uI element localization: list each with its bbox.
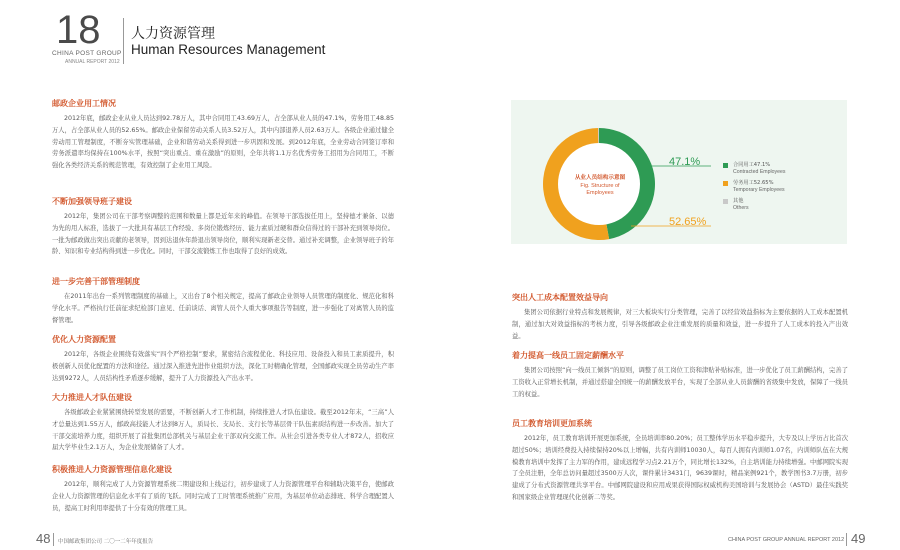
left-column (52, 98, 394, 514)
section-labor-cost (512, 292, 848, 350)
section-hr-allocation (52, 334, 394, 392)
legend-swatch (723, 181, 728, 186)
section-heading: 积极推进人力资源管理信息化建设 (52, 465, 172, 474)
section-heading: 突出人工成本配置效益导向 (512, 293, 608, 302)
section-text: 各级邮政企业紧紧围绕转型发展的需要，不断创新人才工作机制，持续推进人才队伍建设。截至2012年末，“三高”人才总量达到1.55万人，邮政高技能人才达到8万人，质局长、支局长、支行长等基层骨干队伍素质结构进一步改善。加大了干部交流培养力度，组织开展了首批集团总部机关与基层企业干部双向交流工作。从社会引进各类专业人才872人，招收应届大学毕业生2.1万人，为企业发展储备了人才。 (52, 409, 394, 452)
page-title-en: Human Resources Management (131, 42, 326, 57)
section-heading: 员工教育培训更加系统 (512, 419, 592, 428)
legend-label-cn: 劳务用工52.65% (733, 180, 774, 186)
right-column (512, 292, 848, 504)
section-text: 集团公司按照“向一线员工倾斜”的原则，调整了员工岗位工资和津贴补贴标准，进一步优化了员工薪酬结构，完善了工资收入正常增长机制，并通过搭建全国统一的薪酬发放平台，实现了全部从业人员薪酬的省级集中发放，保障了一线员工的权益。 (512, 367, 848, 398)
chart-subtitle: Fig. Structure of Employees (580, 183, 620, 196)
section-talent (52, 392, 394, 464)
legend-item-others (723, 198, 838, 211)
section-heading: 进一步完善干部管理制度 (52, 277, 140, 286)
section-cadre-system (52, 276, 394, 334)
section-text: 2012年，员工教育培训开展更加系统，全员培训率80.20%；员工整体学历水平稳步提升，大专及以上学历占比首次超过50%；培训经费投入持续保持20%以上增幅，共有内训师10030人，每百人拥有内训师1.07名，内训师队伍在大规模教育培训中发挥了主力军的作用，建成远程学习点2.21万个，同比增长132%，自主培训能力持续增强。中邮网院实现了全员注册，全年总访问量超过3500万人次，课件累计3431门，9639课时，精品案例921个，教学图书3.7万册，初步建成了分布式资源管理共享平台。中邮网院建设和应用成果获得国际权威机构美国培训与发展协会（ASTD）最佳实践奖和国家级企业管理现代化创新二等奖。 (512, 435, 848, 501)
chart-title: 从业人员结构示意图 (574, 175, 626, 181)
legend-swatch (723, 199, 728, 204)
section-text: 2012年，集团公司在干部考察调整的范围和数量上都是近年来的峰值。在领导干部选拔任用上，坚持德才兼备、以德为先的用人标准，选拔了一大批具有基层工作经验、多岗位锻炼经历、能力素质过硬和群众信得过的干部补充到领导岗位。一批为邮政做出突出贡献的老领导，因到达退休年龄退出领导岗位，顺利实现新老交替。通过补充调整，企业领导班子的年龄、知识和专业结构得到进一步优化。同时，干部交流锻炼工作也取得了良好的成效。 (52, 213, 394, 256)
section-text: 2012年，顺利完成了人力资源管理系统二期建设和上线运行，初步建成了人力资源管理平台和辅助决策平台，使邮政企业人力资源管理的信息化水平有了质的飞跃。同时完成了工时管理系统推广应用，为基层单位动态排班、科学合理配置人员，提高工时利用率提供了十分有效的管理工具。 (52, 481, 394, 512)
legend-label-en: Contracted Employees (733, 169, 786, 175)
section-heading: 大力推进人才队伍建设 (52, 393, 132, 402)
legend-label-en: Others (733, 205, 749, 211)
header-org: CHINA POST GROUP (52, 50, 122, 57)
section-hr-it (52, 464, 394, 514)
section-heading: 优化人力资源配置 (52, 335, 116, 344)
section-text: 2012年底，邮政企业从业人员达到92.78万人，其中合同用工43.69万人，占全部从业人员的47.1%，劳务用工48.85万人，占全部从业人员的52.65%。邮政企业保留劳动关系人员3.52万人，其中内部退养人员2.63万人。各级企业通过健全劳动用工管理制度，不断夯实管理基础，企业和谐劳动关系得到进一步巩固和发展。到2012年底，全业劳动合同签订率和劳务派遣率均保持在100%水平，按照“突出重点、重在激励”的原则，全年共将1.1万名优秀劳务工招用为合同用工，不断强化各类经济关系的规范管理，有效控制了企业用工风险。 (52, 115, 394, 170)
section-text: 在2011年出台一系列管理制度的基础上，又出台了8个相关规定，提高了邮政企业领导人员管理的制度化、规范化和科学化水平。严格执行任前征求纪检部门意见、任前谈话、离管人员个人重大事项报告等制度，进一步强化了对离管人员的监督管理。 (52, 293, 394, 324)
section-frontline-pay (512, 350, 848, 418)
legend-label-en: Temporary Employees (733, 187, 785, 193)
chapter-number: 18 (56, 8, 101, 52)
section-text: 2012年，各级企业围绕有效落实“四个严格控制”要求，紧密结合流程优化、科技应用、设备投入和员工素质提升，积极创新人员优化配置的方法和途径。通过深入推进先进作业组织方法，深化工时精确化管理，全国邮政实现全员劳动生产率达到9272人，人员结构性矛盾逐步缓解，提升了人力资源投入产出水平。 (52, 351, 394, 382)
section-text: 集团公司依据行业特点和发展规律，对三大板块实行分类管理，完善了以经营效益指标为主要依据的人工成本配置机制，通过加大对效益指标的考核力度，引导各级邮政企业注重发展的质量和效益，进一步提升了人工成本的投入产出效益。 (512, 309, 848, 340)
pct-label-contracted: 47.1% (669, 156, 701, 168)
legend-item-temporary (723, 180, 838, 193)
legend-item-contracted (723, 162, 838, 175)
legend-swatch (723, 163, 728, 168)
right-page-number: 49 (851, 531, 866, 546)
legend-label-cn: 其他 (733, 198, 744, 204)
section-heading: 着力提高一线员工固定薪酬水平 (512, 351, 624, 360)
left-page-number: 48 (36, 531, 51, 546)
footer-right-text: CHINA POST GROUP ANNUAL REPORT 2012 (728, 537, 845, 543)
header-report: ANNUAL REPORT 2012 (65, 59, 120, 65)
footer-divider-left (53, 533, 54, 546)
legend (723, 162, 838, 211)
section-heading: 邮政企业用工情况 (52, 99, 116, 108)
header-divider (123, 18, 124, 64)
page-title-cn: 人力资源管理 (131, 26, 215, 42)
section-heading: 不断加强领导班子建设 (52, 197, 132, 206)
section-leadership (52, 196, 394, 276)
legend-label-cn: 合同用工47.1% (733, 162, 771, 168)
section-training (512, 418, 848, 504)
section-employment (52, 98, 394, 196)
footer-left-text: 中国邮政集团公司 二〇一二年年度报告 (58, 539, 154, 545)
pct-label-temporary: 52.65% (669, 216, 707, 228)
employee-structure-chart (511, 100, 847, 244)
footer-divider-right (846, 533, 847, 546)
